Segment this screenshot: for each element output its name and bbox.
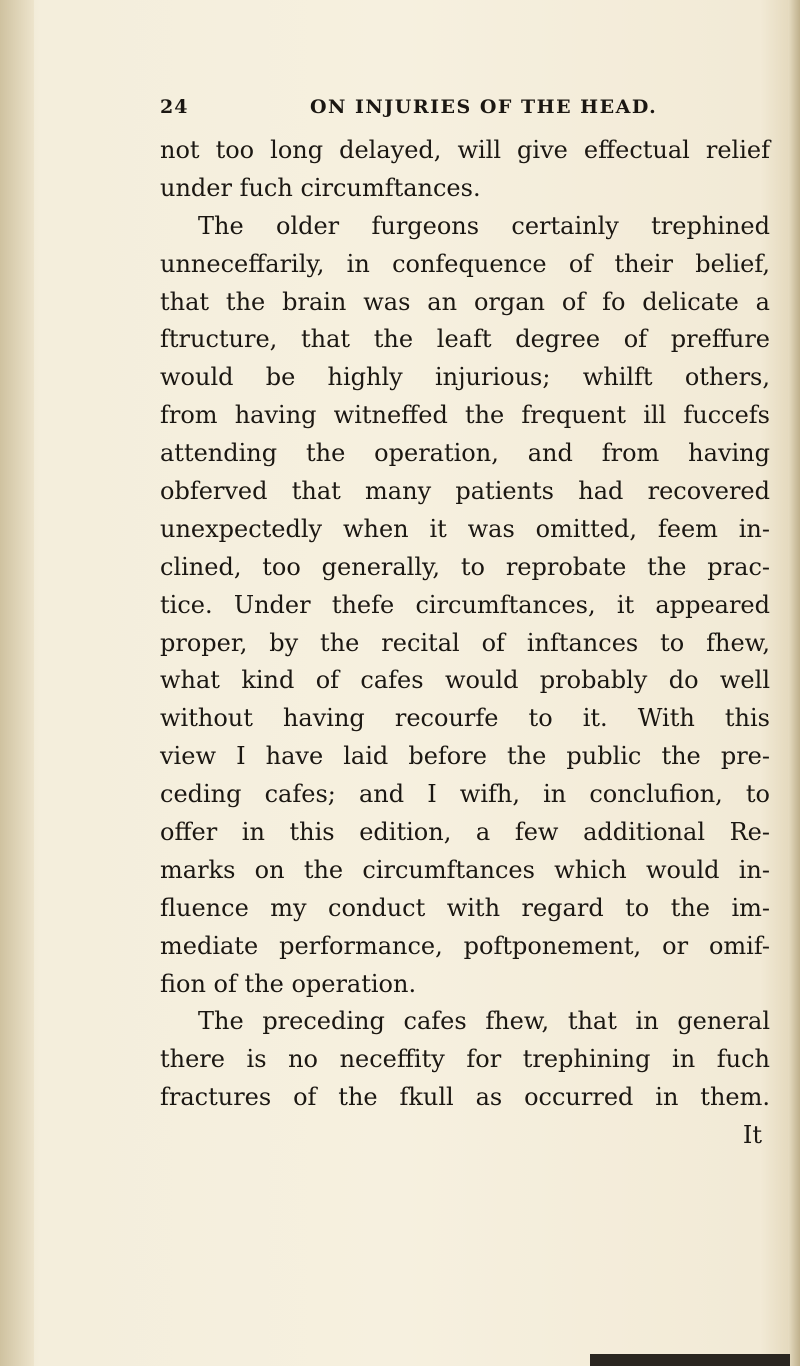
text-line: under fuch circumftances. xyxy=(160,173,481,202)
text-line: that the brain was an organ of fo delicate a xyxy=(160,287,770,316)
text-line: fluence my conduct with regard to the im- xyxy=(160,893,770,922)
page-gutter-shadow xyxy=(0,0,34,1366)
text-line: ceding cafes; and I wifh, in conclufion, to xyxy=(160,780,770,809)
text-line: without having recourfe to it. With this xyxy=(160,704,770,733)
catchword: It xyxy=(742,1121,762,1150)
text-line: what kind of cafes would probably do well xyxy=(160,666,770,695)
text-line: obferved that many patients had recovered xyxy=(160,477,770,506)
text-line: fractures of the fkull as occurred in them. xyxy=(160,1083,770,1112)
text-line: The preceding cafes fhew, that in general xyxy=(198,1007,770,1036)
text-line: tice. Under thefe circumftances, it appeared xyxy=(160,590,770,619)
text-line: unexpectedly when it was omitted, feem in- xyxy=(160,514,770,543)
text-line: fion of the operation. xyxy=(160,969,417,998)
text-line: view I have laid before the public the pre- xyxy=(160,742,770,771)
text-line: The older furgeons certainly trephined xyxy=(198,211,770,240)
text-line: proper, by the recital of inftances to fhew, xyxy=(160,628,770,657)
text-line: unneceffarily, in confequence of their belief, xyxy=(160,249,770,278)
body-text xyxy=(160,132,770,1155)
page-bottom-shadow xyxy=(590,1354,790,1366)
text-line: not too long delayed, will give effectual relief xyxy=(160,136,770,164)
page-edge xyxy=(788,0,800,1366)
running-title: ON INJURIES OF THE HEAD. xyxy=(310,96,658,118)
text-line: offer in this edition, a few additional Re- xyxy=(160,818,770,847)
text-line: clined, too generally, to reprobate the prac- xyxy=(160,552,770,581)
text-line: would be highly injurious; whilft others, xyxy=(160,363,770,392)
text-line: there is no neceffity for trephining in fuch xyxy=(160,1045,770,1074)
text-line: from having witneffed the frequent ill fuccefs xyxy=(160,401,770,430)
text-line: mediate performance, poftponement, or omif- xyxy=(160,931,770,960)
running-header xyxy=(160,96,760,118)
page-number: 24 xyxy=(160,96,189,118)
text-line: attending the operation, and from having xyxy=(160,439,770,468)
text-line: marks on the circumftances which would in- xyxy=(160,855,770,884)
text-line: ftructure, that the leaft degree of preffure xyxy=(160,325,770,354)
